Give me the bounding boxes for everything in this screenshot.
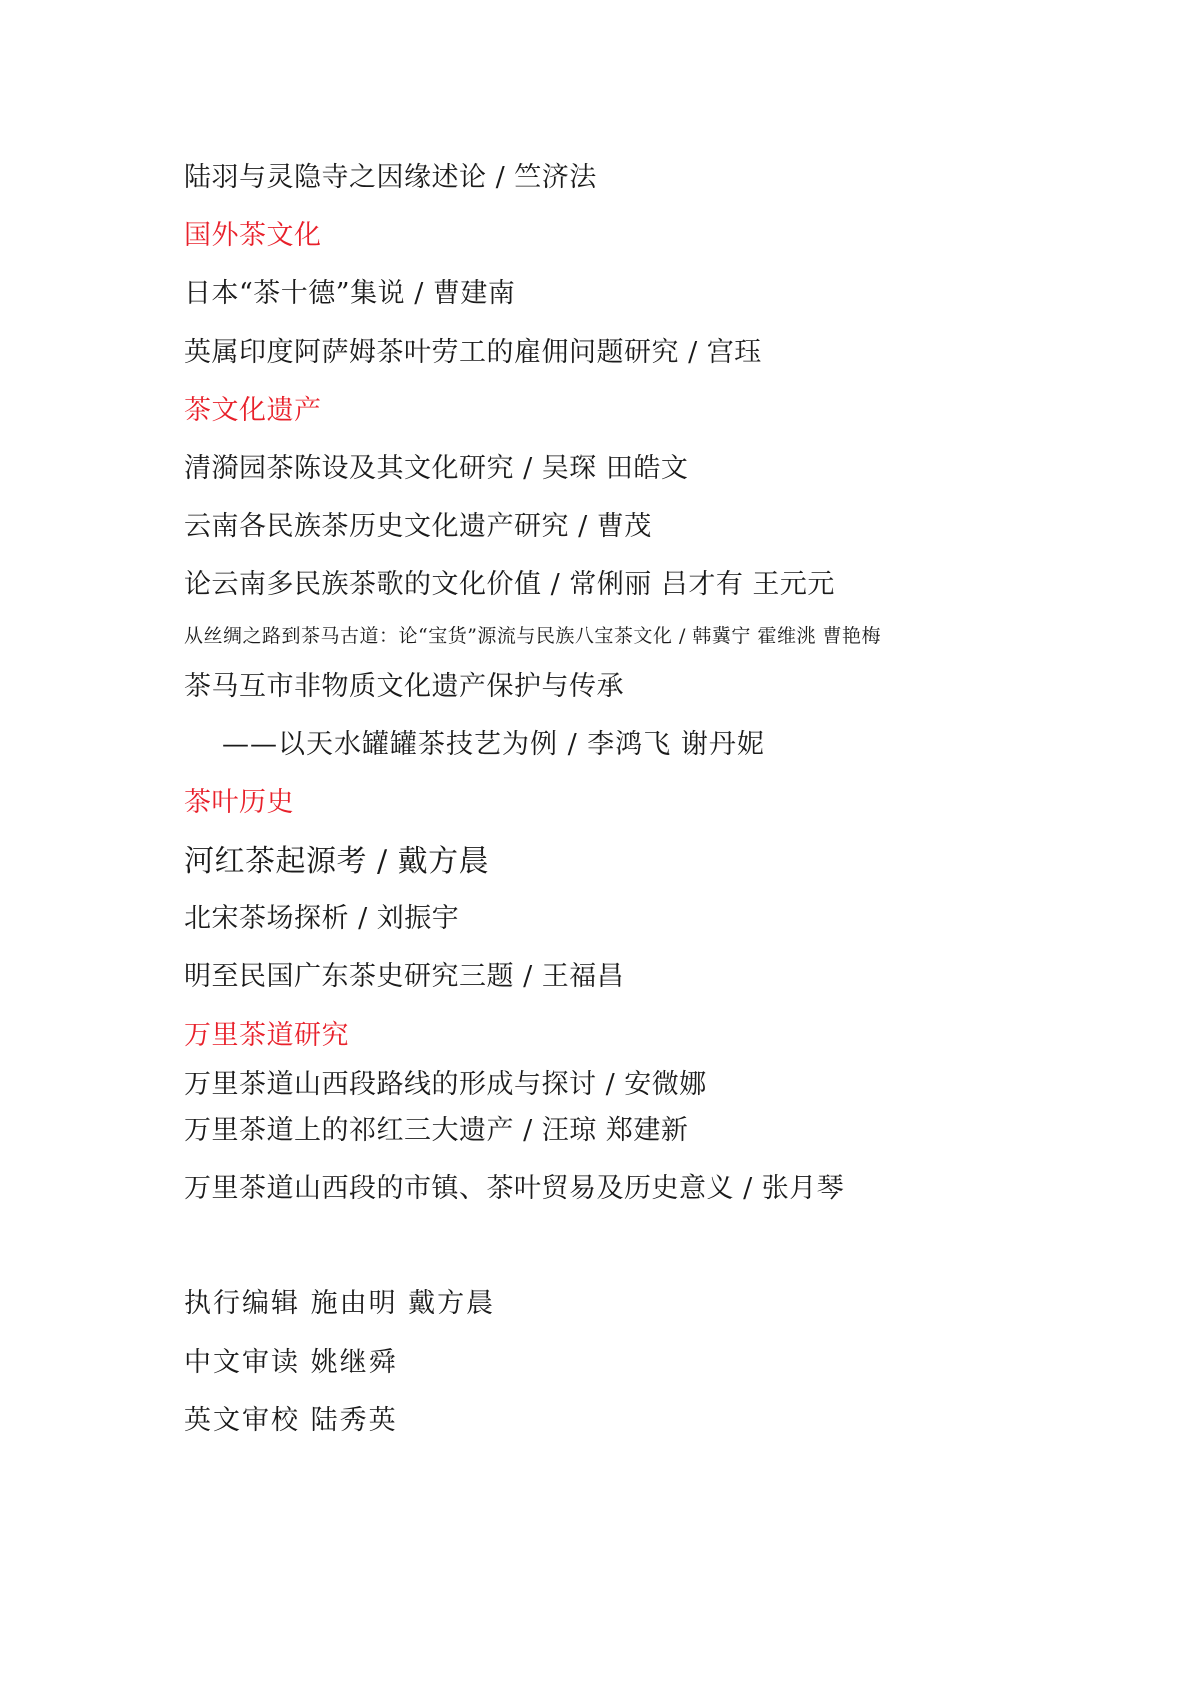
section-heading-foreign-tea-culture: 国外茶文化 bbox=[184, 220, 322, 251]
toc-entry-chama-subtitle: ——以天水罐罐茶技艺为例 / 李鸿飞 谢丹妮 bbox=[222, 729, 765, 760]
toc-entry-luyu: 陆羽与灵隐寺之因缘述论 / 竺济法 bbox=[184, 162, 597, 193]
toc-entry-qingyi-garden: 清漪园茶陈设及其文化研究 / 吴琛 田皓文 bbox=[184, 453, 689, 484]
toc-entry-assam-labor: 英属印度阿萨姆茶叶劳工的雇佣问题研究 / 宫珏 bbox=[184, 337, 762, 368]
credit-chinese-reviewer: 中文审读 姚继舜 bbox=[184, 1347, 398, 1378]
section-heading-tea-history: 茶叶历史 bbox=[184, 787, 294, 818]
toc-entry-hehong-tea: 河红茶起源考 / 戴方晨 bbox=[184, 844, 490, 879]
toc-entry-yunnan-heritage: 云南各民族茶历史文化遗产研究 / 曹茂 bbox=[184, 511, 652, 542]
toc-entry-qihong-heritage: 万里茶道上的祁红三大遗产 / 汪琼 郑建新 bbox=[184, 1115, 689, 1146]
toc-entry-silk-road: 从丝绸之路到茶马古道：论“宝货”源流与民族八宝茶文化 / 韩冀宁 霍维洮 曹艳梅 bbox=[184, 625, 881, 647]
credit-english-reviewer: 英文审校 陆秀英 bbox=[184, 1405, 398, 1436]
toc-entry-japan-tea-virtues: 日本“茶十德”集说 / 曹建南 bbox=[184, 278, 516, 309]
section-heading-wanli-tea-road: 万里茶道研究 bbox=[184, 1020, 349, 1051]
toc-entry-chama-title: 茶马互市非物质文化遗产保护与传承 bbox=[184, 671, 624, 702]
section-heading-tea-heritage: 茶文化遗产 bbox=[184, 395, 322, 426]
credit-executive-editors: 执行编辑 施由明 戴方晨 bbox=[184, 1288, 496, 1319]
toc-entry-yunnan-tea-songs: 论云南多民族茶歌的文化价值 / 常俐丽 吕才有 王元元 bbox=[184, 569, 835, 600]
toc-entry-shanxi-markets: 万里茶道山西段的市镇、茶叶贸易及历史意义 / 张月琴 bbox=[184, 1173, 845, 1204]
toc-entry-northern-song: 北宋茶场探析 / 刘振宇 bbox=[184, 903, 460, 934]
toc-entry-guangdong-tea-history: 明至民国广东茶史研究三题 / 王福昌 bbox=[184, 961, 625, 992]
toc-entry-shanxi-route: 万里茶道山西段路线的形成与探讨 / 安微娜 bbox=[184, 1069, 707, 1100]
